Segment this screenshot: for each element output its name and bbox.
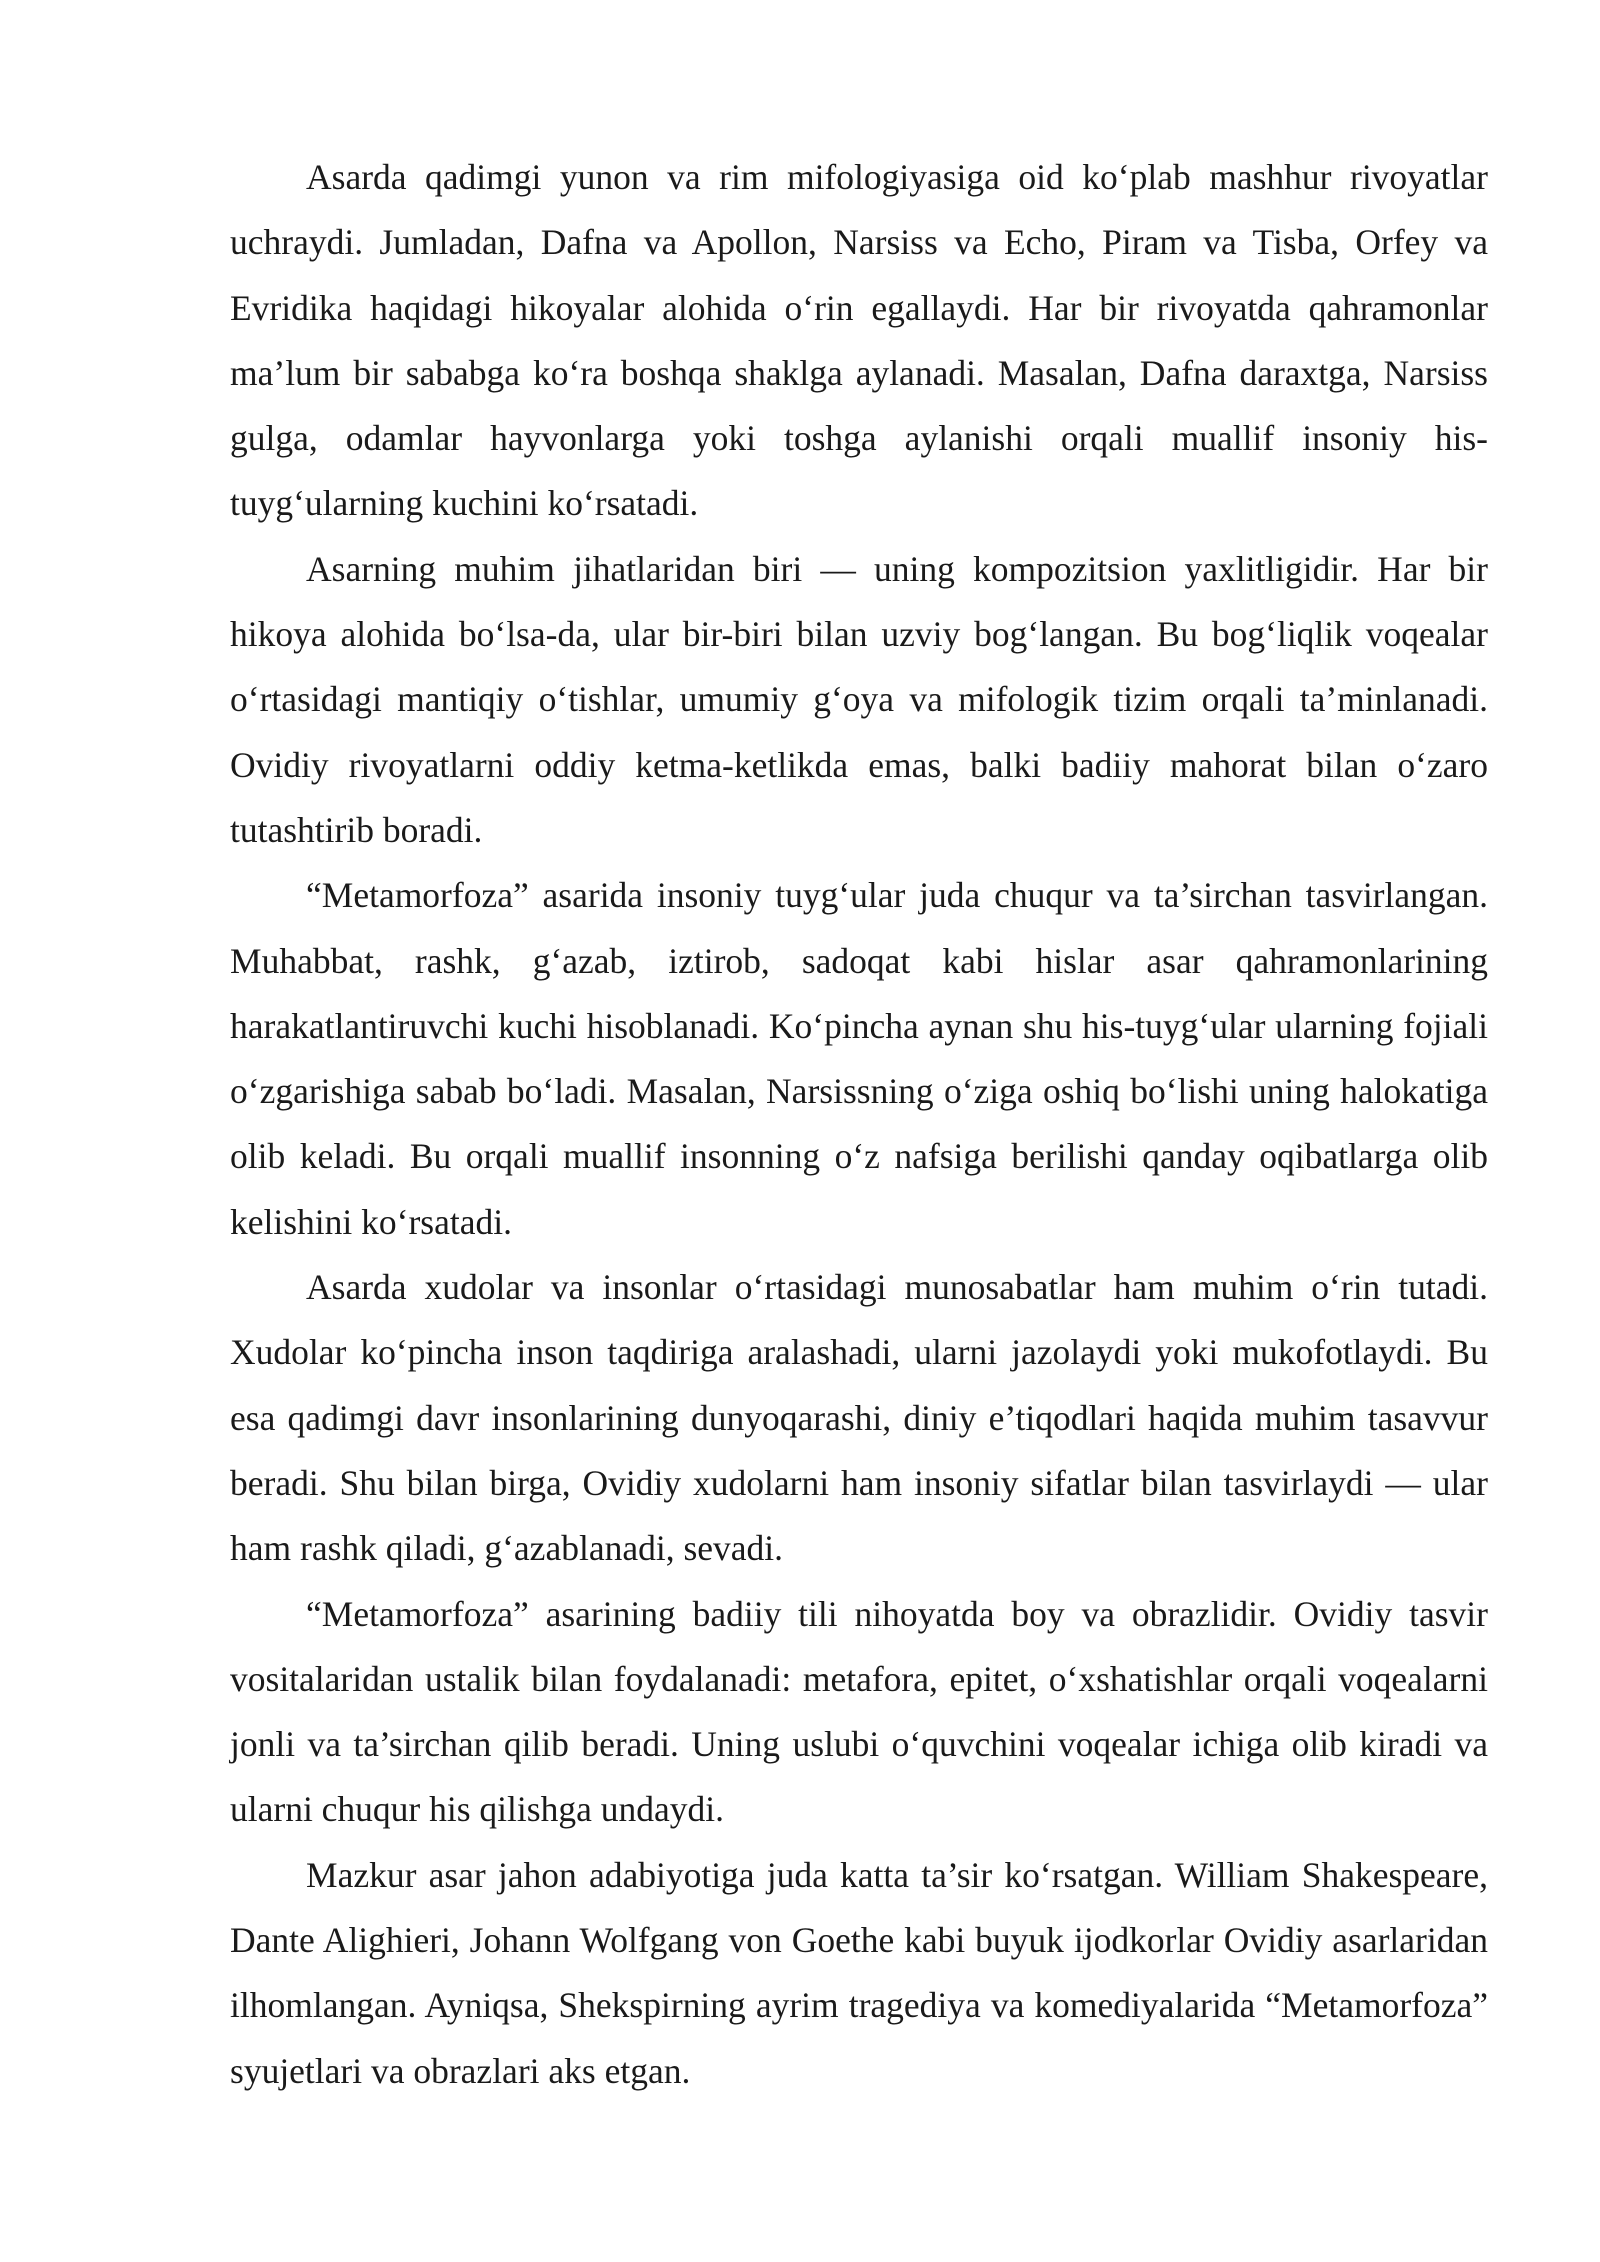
- paragraph-1: Asarda qadimgi yunon va rim mifologiyasiga oid ko‘plab mashhur rivoyatlar uchraydi. Jumladan, Dafna va Apollon, Narsiss va Echo, Piram va Tisba, Orfey va Evridika haqidagi hikoyalar alohida o‘rin egallaydi. Har bir rivoyatda qahramonlar ma’lum bir sababga ko‘ra boshqa shaklga aylanadi. Masalan, Dafna daraxtga, Narsiss gulga, odamlar hayvonlarga yoki toshga aylanishi orqali muallif insoniy his-tuyg‘ularning kuchini ko‘rsatadi.: [230, 157, 1488, 524]
- paragraph-3: “Metamorfoza” asarida insoniy tuyg‘ular juda chuqur va ta’sirchan tasvirlangan. Muhabbat, rashk, g‘azab, iztirob, sadoqat kabi hislar asar qahramonlarining harakatlantiruvchi kuchi hisoblanadi. Ko‘pincha aynan shu his-tuyg‘ular ularning fojiali o‘zgarishiga sabab bo‘ladi. Masalan, Narsissning o‘ziga oshiq bo‘lishi uning halokatiga olib keladi. Bu orqali muallif insonning o‘z nafsiga berilishi qanday oqibatlarga olib kelishini ko‘rsatadi.: [230, 875, 1488, 1242]
- body-text: [230, 145, 1488, 2104]
- paragraph-2: Asarning muhim jihatlaridan biri — uning kompozitsion yaxlitligidir. Har bir hikoya alohida bo‘lsa-da, ular bir-biri bilan uzviy bog‘langan. Bu bog‘liqlik voqealar o‘rtasidagi mantiqiy o‘tishlar, umumiy g‘oya va mifologik tizim orqali ta’minlanadi. Ovidiy rivoyatlarni oddiy ketma-ketlikda emas, balki badiiy mahorat bilan o‘zaro tutashtirib boradi.: [230, 548, 1488, 850]
- paragraph-6: Mazkur asar jahon adabiyotiga juda katta ta’sir ko‘rsatgan. William Shakespeare, Dante Alighieri, Johann Wolfgang von Goethe kabi buyuk ijodkorlar Ovidiy asarlaridan ilhomlangan. Ayniqsa, Shekspirning ayrim tragediya va komediyalarida “Metamorfoza” syujetlari va obrazlari aks etgan.: [230, 1854, 1488, 2091]
- paragraph-4: Asarda xudolar va insonlar o‘rtasidagi munosabatlar ham muhim o‘rin tutadi. Xudolar ko‘pincha inson taqdiriga aralashadi, ularni jazolaydi yoki mukofotlaydi. Bu esa qadimgi davr insonlarining dunyoqarashi, diniy e’tiqodlari haqida muhim tasavvur beradi. Shu bilan birga, Ovidiy xudolarni ham insoniy sifatlar bilan tasvirlaydi — ular ham rashk qiladi, g‘azablanadi, sevadi.: [230, 1267, 1488, 1569]
- paragraph-5: “Metamorfoza” asarining badiiy tili nihoyatda boy va obrazlidir. Ovidiy tasvir vositalaridan ustalik bilan foydalanadi: metafora, epitet, o‘xshatishlar orqali voqealarni jonli va ta’sirchan qilib beradi. Uning uslubi o‘quvchini voqealar ichiga olib kiradi va ularni chuqur his qilishga undaydi.: [230, 1593, 1488, 1830]
